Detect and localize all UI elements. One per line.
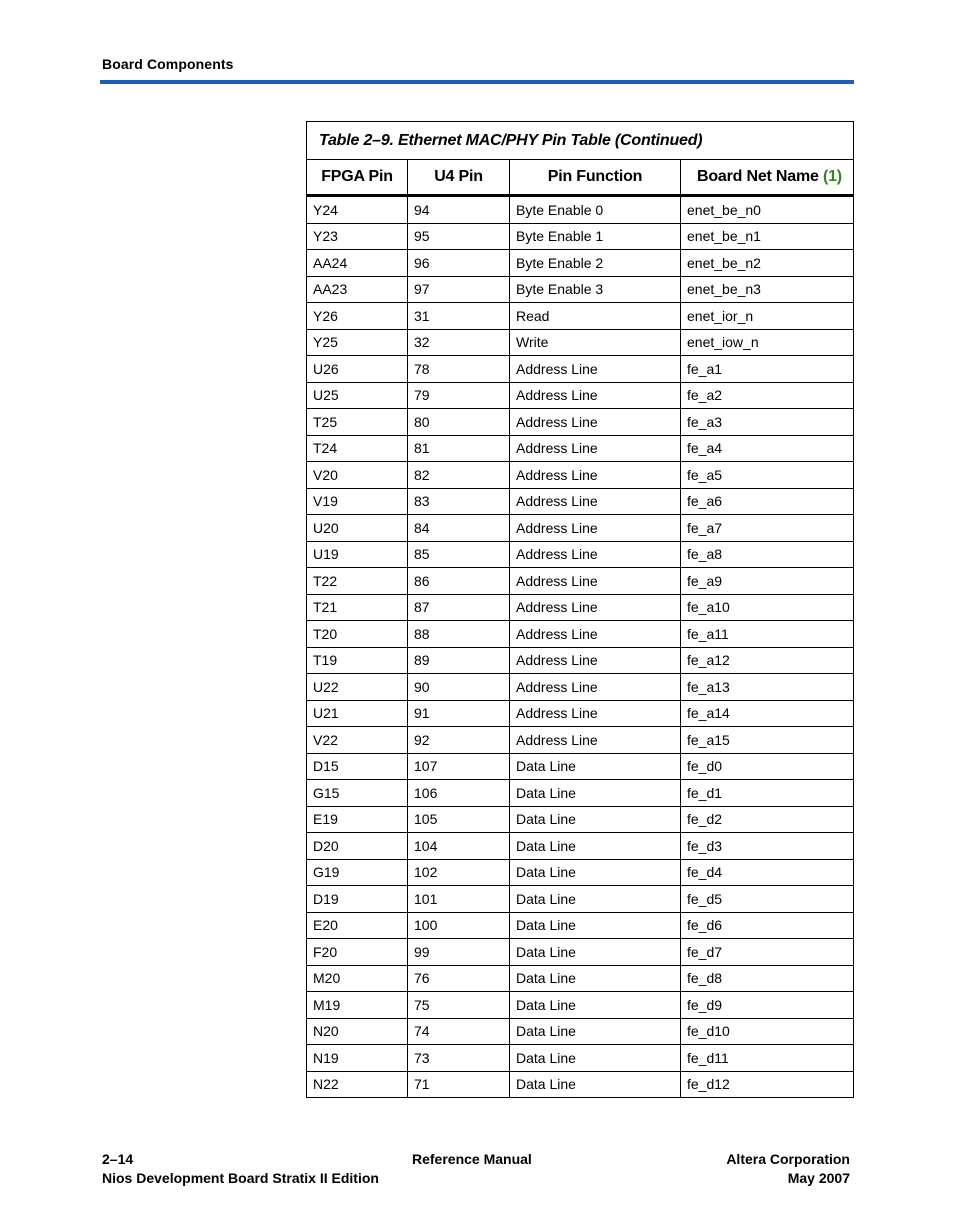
table-row xyxy=(307,621,854,648)
table-row xyxy=(307,409,854,436)
table-row xyxy=(307,462,854,489)
table-row xyxy=(307,780,854,807)
cell-fpga-pin: M20 xyxy=(307,965,408,992)
cell-u4-pin: 87 xyxy=(408,594,510,621)
table-row xyxy=(307,568,854,595)
cell-pin-function: Data Line xyxy=(510,833,681,860)
table-row xyxy=(307,356,854,383)
cell-pin-function: Address Line xyxy=(510,488,681,515)
table-row xyxy=(307,1045,854,1072)
cell-pin-function: Data Line xyxy=(510,886,681,913)
cell-u4-pin: 82 xyxy=(408,462,510,489)
cell-board-net-name: fe_a13 xyxy=(681,674,854,701)
cell-fpga-pin: T20 xyxy=(307,621,408,648)
cell-pin-function: Data Line xyxy=(510,859,681,886)
cell-fpga-pin: G19 xyxy=(307,859,408,886)
column-header-board-net-name xyxy=(681,160,854,196)
column-header-board-net-name-label: Board Net Name xyxy=(697,168,819,185)
cell-board-net-name: fe_d4 xyxy=(681,859,854,886)
cell-u4-pin: 101 xyxy=(408,886,510,913)
table-caption: Table 2–9. Ethernet MAC/PHY Pin Table (Continued) xyxy=(307,122,854,160)
cell-u4-pin: 95 xyxy=(408,223,510,250)
cell-u4-pin: 100 xyxy=(408,912,510,939)
cell-fpga-pin: Y25 xyxy=(307,329,408,356)
table-row xyxy=(307,1071,854,1098)
cell-pin-function: Data Line xyxy=(510,753,681,780)
table-row xyxy=(307,594,854,621)
cell-fpga-pin: E19 xyxy=(307,806,408,833)
table-row xyxy=(307,833,854,860)
cell-fpga-pin: D15 xyxy=(307,753,408,780)
cell-u4-pin: 104 xyxy=(408,833,510,860)
cell-pin-function: Address Line xyxy=(510,382,681,409)
cell-pin-function: Data Line xyxy=(510,939,681,966)
table-row xyxy=(307,329,854,356)
cell-u4-pin: 71 xyxy=(408,1071,510,1098)
cell-u4-pin: 76 xyxy=(408,965,510,992)
table-row xyxy=(307,886,854,913)
cell-pin-function: Data Line xyxy=(510,965,681,992)
cell-pin-function: Data Line xyxy=(510,992,681,1019)
cell-board-net-name: enet_iow_n xyxy=(681,329,854,356)
table-row xyxy=(307,250,854,277)
cell-board-net-name: enet_be_n1 xyxy=(681,223,854,250)
pin-table xyxy=(306,121,854,1098)
cell-board-net-name: fe_a2 xyxy=(681,382,854,409)
cell-u4-pin: 79 xyxy=(408,382,510,409)
cell-pin-function: Data Line xyxy=(510,912,681,939)
cell-u4-pin: 102 xyxy=(408,859,510,886)
cell-fpga-pin: T21 xyxy=(307,594,408,621)
cell-u4-pin: 86 xyxy=(408,568,510,595)
cell-pin-function: Address Line xyxy=(510,356,681,383)
cell-fpga-pin: T19 xyxy=(307,647,408,674)
cell-u4-pin: 85 xyxy=(408,541,510,568)
cell-u4-pin: 90 xyxy=(408,674,510,701)
cell-pin-function: Data Line xyxy=(510,780,681,807)
cell-fpga-pin: T25 xyxy=(307,409,408,436)
cell-u4-pin: 31 xyxy=(408,303,510,330)
cell-u4-pin: 89 xyxy=(408,647,510,674)
column-header-u4-pin: U4 Pin xyxy=(408,160,510,196)
cell-fpga-pin: AA23 xyxy=(307,276,408,303)
cell-board-net-name: fe_d7 xyxy=(681,939,854,966)
cell-pin-function: Read xyxy=(510,303,681,330)
cell-board-net-name: fe_a6 xyxy=(681,488,854,515)
table-body xyxy=(307,196,854,1098)
cell-u4-pin: 81 xyxy=(408,435,510,462)
table-row xyxy=(307,700,854,727)
cell-pin-function: Address Line xyxy=(510,462,681,489)
cell-u4-pin: 73 xyxy=(408,1045,510,1072)
footer-doc-title: Nios Development Board Stratix II Edition xyxy=(102,1170,379,1186)
cell-board-net-name: fe_d3 xyxy=(681,833,854,860)
cell-board-net-name: fe_a15 xyxy=(681,727,854,754)
header-rule xyxy=(100,80,854,84)
cell-pin-function: Address Line xyxy=(510,700,681,727)
cell-fpga-pin: M19 xyxy=(307,992,408,1019)
cell-board-net-name: fe_a10 xyxy=(681,594,854,621)
cell-pin-function: Address Line xyxy=(510,621,681,648)
cell-board-net-name: fe_d9 xyxy=(681,992,854,1019)
cell-fpga-pin: U20 xyxy=(307,515,408,542)
cell-fpga-pin: Y26 xyxy=(307,303,408,330)
cell-pin-function: Address Line xyxy=(510,674,681,701)
cell-u4-pin: 106 xyxy=(408,780,510,807)
cell-fpga-pin: D19 xyxy=(307,886,408,913)
cell-board-net-name: fe_a3 xyxy=(681,409,854,436)
cell-board-net-name: fe_a7 xyxy=(681,515,854,542)
cell-u4-pin: 80 xyxy=(408,409,510,436)
cell-fpga-pin: N20 xyxy=(307,1018,408,1045)
table-row xyxy=(307,1018,854,1045)
cell-pin-function: Byte Enable 2 xyxy=(510,250,681,277)
column-header-fpga-pin: FPGA Pin xyxy=(307,160,408,196)
cell-u4-pin: 91 xyxy=(408,700,510,727)
cell-u4-pin: 88 xyxy=(408,621,510,648)
cell-u4-pin: 92 xyxy=(408,727,510,754)
cell-u4-pin: 32 xyxy=(408,329,510,356)
cell-pin-function: Write xyxy=(510,329,681,356)
cell-board-net-name: enet_be_n0 xyxy=(681,196,854,224)
table-row xyxy=(307,753,854,780)
cell-u4-pin: 97 xyxy=(408,276,510,303)
cell-u4-pin: 96 xyxy=(408,250,510,277)
cell-fpga-pin: V22 xyxy=(307,727,408,754)
cell-board-net-name: fe_a9 xyxy=(681,568,854,595)
cell-board-net-name: fe_a14 xyxy=(681,700,854,727)
cell-fpga-pin: F20 xyxy=(307,939,408,966)
cell-board-net-name: fe_a5 xyxy=(681,462,854,489)
table-row xyxy=(307,276,854,303)
table-row xyxy=(307,382,854,409)
cell-fpga-pin: AA24 xyxy=(307,250,408,277)
cell-pin-function: Data Line xyxy=(510,1071,681,1098)
cell-board-net-name: fe_d11 xyxy=(681,1045,854,1072)
cell-pin-function: Address Line xyxy=(510,515,681,542)
cell-board-net-name: fe_a12 xyxy=(681,647,854,674)
table-header-row xyxy=(307,160,854,196)
cell-fpga-pin: U25 xyxy=(307,382,408,409)
cell-u4-pin: 105 xyxy=(408,806,510,833)
cell-pin-function: Address Line xyxy=(510,647,681,674)
table-row xyxy=(307,515,854,542)
cell-pin-function: Address Line xyxy=(510,541,681,568)
cell-pin-function: Address Line xyxy=(510,727,681,754)
cell-board-net-name: fe_a4 xyxy=(681,435,854,462)
footer-page-number: 2–14 xyxy=(102,1151,134,1167)
cell-fpga-pin: N22 xyxy=(307,1071,408,1098)
cell-board-net-name: fe_d1 xyxy=(681,780,854,807)
cell-board-net-name: fe_d12 xyxy=(681,1071,854,1098)
table-row xyxy=(307,859,854,886)
cell-pin-function: Address Line xyxy=(510,568,681,595)
table-row xyxy=(307,223,854,250)
cell-fpga-pin: U21 xyxy=(307,700,408,727)
table-row xyxy=(307,727,854,754)
footer-date: May 2007 xyxy=(787,1170,850,1186)
cell-pin-function: Byte Enable 1 xyxy=(510,223,681,250)
cell-u4-pin: 99 xyxy=(408,939,510,966)
footer-company: Altera Corporation xyxy=(726,1151,850,1167)
cell-fpga-pin: U19 xyxy=(307,541,408,568)
table-row xyxy=(307,196,854,224)
table-row xyxy=(307,435,854,462)
cell-fpga-pin: U26 xyxy=(307,356,408,383)
cell-fpga-pin: U22 xyxy=(307,674,408,701)
cell-board-net-name: fe_d2 xyxy=(681,806,854,833)
table-row xyxy=(307,674,854,701)
cell-u4-pin: 84 xyxy=(408,515,510,542)
cell-u4-pin: 75 xyxy=(408,992,510,1019)
cell-board-net-name: fe_d8 xyxy=(681,965,854,992)
cell-fpga-pin: Y23 xyxy=(307,223,408,250)
cell-board-net-name: enet_be_n2 xyxy=(681,250,854,277)
cell-fpga-pin: E20 xyxy=(307,912,408,939)
footnote-reference-link[interactable]: (1) xyxy=(822,168,842,185)
cell-fpga-pin: T24 xyxy=(307,435,408,462)
cell-u4-pin: 94 xyxy=(408,196,510,224)
cell-pin-function: Byte Enable 3 xyxy=(510,276,681,303)
cell-fpga-pin: D20 xyxy=(307,833,408,860)
cell-board-net-name: fe_d0 xyxy=(681,753,854,780)
column-header-pin-function: Pin Function xyxy=(510,160,681,196)
cell-pin-function: Data Line xyxy=(510,1045,681,1072)
cell-fpga-pin: G15 xyxy=(307,780,408,807)
pin-table-container xyxy=(306,121,853,1098)
running-header-title: Board Components xyxy=(102,56,234,72)
cell-fpga-pin: V19 xyxy=(307,488,408,515)
cell-board-net-name: enet_be_n3 xyxy=(681,276,854,303)
cell-pin-function: Data Line xyxy=(510,806,681,833)
cell-board-net-name: fe_d6 xyxy=(681,912,854,939)
cell-fpga-pin: T22 xyxy=(307,568,408,595)
table-row xyxy=(307,303,854,330)
table-row xyxy=(307,647,854,674)
footer-manual: Reference Manual xyxy=(412,1151,532,1167)
table-row xyxy=(307,912,854,939)
table-row xyxy=(307,965,854,992)
table-row xyxy=(307,939,854,966)
cell-fpga-pin: V20 xyxy=(307,462,408,489)
table-row xyxy=(307,806,854,833)
cell-board-net-name: enet_ior_n xyxy=(681,303,854,330)
cell-board-net-name: fe_a1 xyxy=(681,356,854,383)
cell-board-net-name: fe_d5 xyxy=(681,886,854,913)
cell-fpga-pin: Y24 xyxy=(307,196,408,224)
cell-board-net-name: fe_a8 xyxy=(681,541,854,568)
cell-u4-pin: 78 xyxy=(408,356,510,383)
table-row xyxy=(307,992,854,1019)
cell-pin-function: Address Line xyxy=(510,594,681,621)
cell-pin-function: Data Line xyxy=(510,1018,681,1045)
cell-u4-pin: 83 xyxy=(408,488,510,515)
table-row xyxy=(307,488,854,515)
cell-u4-pin: 74 xyxy=(408,1018,510,1045)
cell-board-net-name: fe_d10 xyxy=(681,1018,854,1045)
cell-pin-function: Address Line xyxy=(510,435,681,462)
cell-fpga-pin: N19 xyxy=(307,1045,408,1072)
cell-pin-function: Byte Enable 0 xyxy=(510,196,681,224)
cell-board-net-name: fe_a11 xyxy=(681,621,854,648)
table-row xyxy=(307,541,854,568)
cell-u4-pin: 107 xyxy=(408,753,510,780)
cell-pin-function: Address Line xyxy=(510,409,681,436)
